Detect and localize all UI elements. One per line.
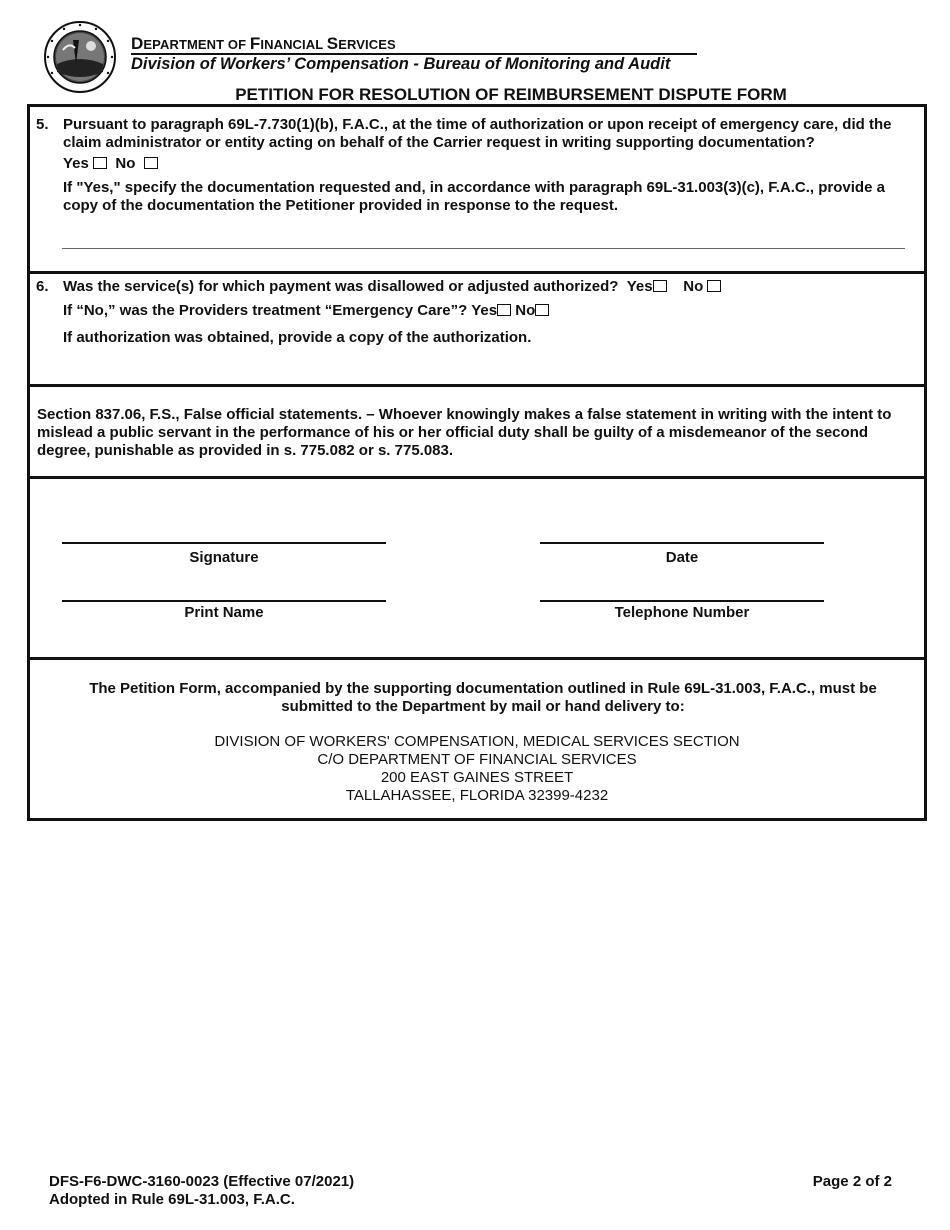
question-6-number: 6.: [36, 278, 49, 295]
form-title: PETITION FOR RESOLUTION OF REIMBURSEMENT DISPUTE FORM: [235, 85, 787, 104]
adopted-rule: Adopted in Rule 69L-31.003, F.A.C.: [49, 1191, 295, 1208]
question-6-section: [30, 274, 924, 384]
address-line-2: C/O DEPARTMENT OF FINANCIAL SERVICES: [317, 751, 637, 768]
signature-line[interactable]: [62, 542, 386, 544]
statute-text: Section 837.06, F.S., False official statements. – Whoever knowingly makes a false statement in writing with the intent to mislead a public servant in the performance of his or her official duty shall be guilty of a misdemeanor of the second degree, punishable as provided in s. 775.082 or s. 775.083.: [37, 406, 892, 459]
question-6-yes-checkbox[interactable]: [653, 280, 667, 292]
address-line-4: TALLAHASSEE, FLORIDA 32399-4232: [345, 787, 609, 804]
submission-section: [30, 660, 924, 818]
question-5-options: [63, 155, 158, 173]
date-line[interactable]: [540, 542, 824, 544]
question-6-no-label: No: [683, 278, 704, 295]
question-5-section: [30, 107, 924, 271]
question-6-line-1: [63, 278, 721, 296]
question-5-yes-checkbox[interactable]: [93, 157, 107, 169]
address-line-1: DIVISION OF WORKERS' COMPENSATION, MEDICAL SERVICES SECTION: [214, 733, 740, 750]
question-6-emergency-text: If “No,” was the Providers treatment “Emergency Care”?: [63, 302, 468, 319]
form-id: DFS-F6-DWC-3160-0023 (Effective 07/2021): [49, 1173, 355, 1190]
question-5-number: 5.: [36, 116, 49, 133]
telephone-label: Telephone Number: [614, 604, 750, 621]
question-6-authorization-note: If authorization was obtained, provide a copy of the authorization.: [63, 329, 532, 346]
submission-instructions: The Petition Form, accompanied by the supporting documentation outlined in Rule 69L-31.003, F.A.C., must be submitted to the Department by mail or hand delivery to:: [89, 680, 877, 715]
signature-label: Signature: [189, 549, 259, 566]
print-name-label: Print Name: [184, 604, 264, 621]
question-6-emergency-yes-checkbox[interactable]: [497, 304, 511, 316]
question-6-emergency-no-checkbox[interactable]: [535, 304, 549, 316]
question-5-answer-line[interactable]: [62, 248, 905, 249]
question-6-line-2: [63, 302, 549, 320]
department-name: DEPARTMENT OF FINANCIAL SERVICES: [131, 34, 396, 53]
question-6-emergency-no-label: No: [515, 302, 536, 319]
question-5-no-checkbox[interactable]: [144, 157, 158, 169]
state-seal-icon: [43, 20, 117, 94]
telephone-line[interactable]: [540, 600, 824, 602]
division-name: Division of Workers’ Compensation - Bureau of Monitoring and Audit: [131, 55, 671, 73]
page-number: Page 2 of 2: [812, 1173, 892, 1190]
question-5-followup: If "Yes," specify the documentation requested and, in accordance with paragraph 69L-31.003(3)(c), F.A.C., provide a copy of the documentation the Petitioner provided in response to the request.: [63, 179, 885, 214]
question-6-no-checkbox[interactable]: [707, 280, 721, 292]
date-label: Date: [665, 549, 699, 566]
print-name-line[interactable]: [62, 600, 386, 602]
question-6-text: Was the service(s) for which payment was disallowed or adjusted authorized?: [63, 278, 619, 295]
question-6-emergency-yes-label: Yes: [471, 302, 498, 319]
question-5-text: Pursuant to paragraph 69L-7.730(1)(b), F.A.C., at the time of authorization or upon receipt of emergency care, did the claim administrator or entity acting on behalf of the Carrier request in writing supporting documentation?: [63, 116, 892, 151]
question-6-yes-label: Yes: [626, 278, 653, 295]
statute-section: [30, 387, 924, 476]
signature-section: [30, 479, 924, 657]
question-5-yes-label: Yes: [63, 155, 89, 172]
address-line-3: 200 EAST GAINES STREET: [380, 769, 574, 786]
question-5-no-label: No: [115, 155, 136, 172]
form-frame: [27, 104, 927, 821]
